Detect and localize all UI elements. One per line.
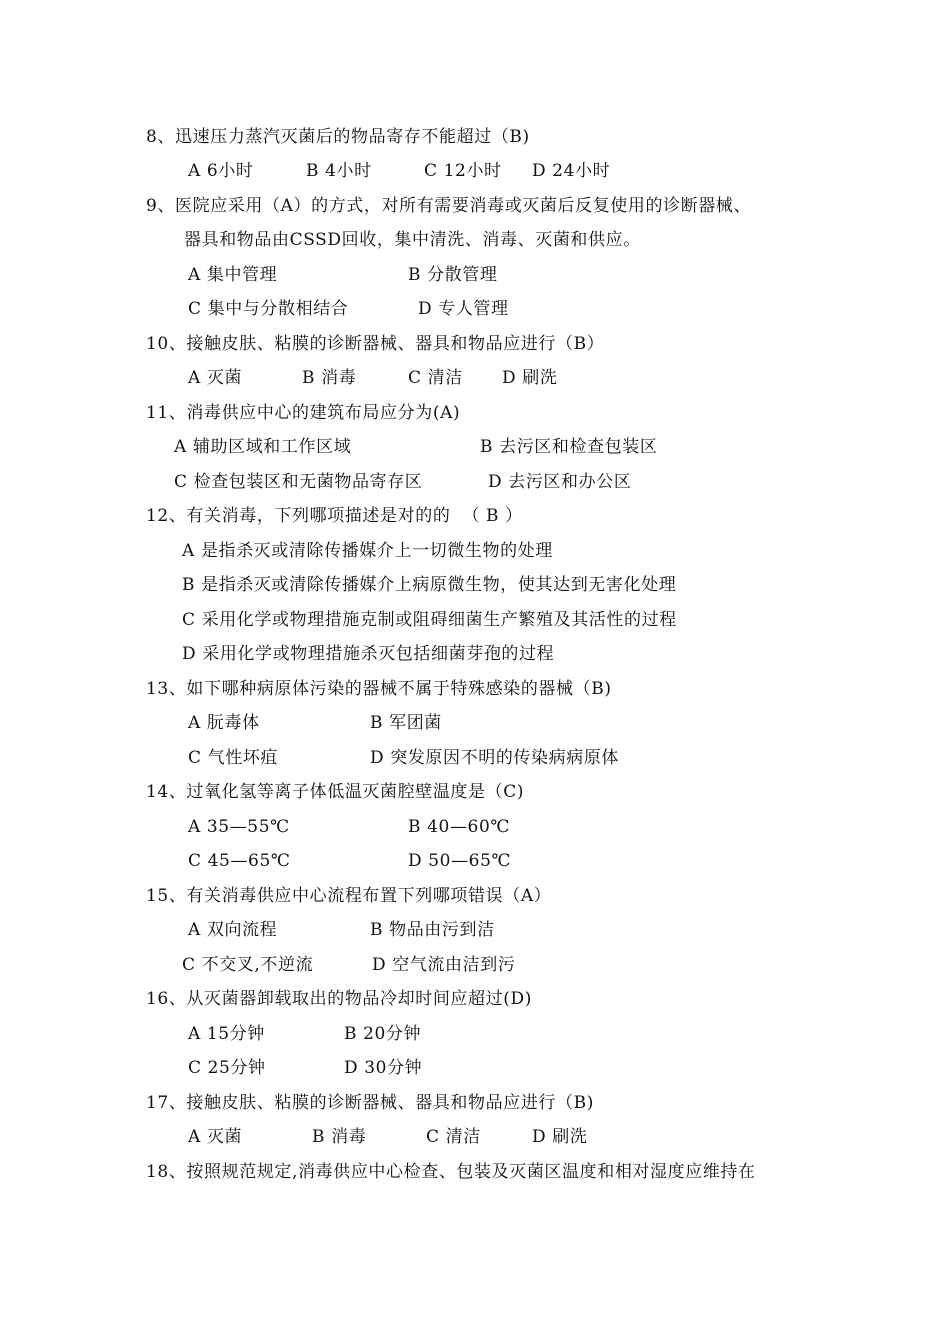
question-16-option-b: B 20分钟 xyxy=(344,1024,422,1044)
question-9-option-d: D 专人管理 xyxy=(418,299,509,319)
question-17-option-a: A 灭菌 xyxy=(188,1127,243,1147)
question-16-option-a: A 15分钟 xyxy=(188,1024,265,1044)
question-15-option-a: A 双向流程 xyxy=(188,920,278,940)
question-9-stem: 9、医院应采用（A）的方式，对所有需要消毒或灭菌后反复使用的诊断器械、 xyxy=(146,196,752,216)
question-15-option-d: D 空气流由洁到污 xyxy=(372,955,516,975)
question-17-stem: 17、接触皮肤、粘膜的诊断器械、器具和物品应进行（B) xyxy=(146,1093,594,1113)
question-11-option-c: C 检查包装区和无菌物品寄存区 xyxy=(174,472,423,492)
question-8-option-b: B 4小时 xyxy=(306,161,372,181)
question-12-option-a: A 是指杀灭或清除传播媒介上一切微生物的处理 xyxy=(182,541,553,561)
question-17-option-d: D 刷洗 xyxy=(532,1127,588,1147)
question-14-stem: 14、过氧化氢等离子体低温灭菌腔壁温度是（C) xyxy=(146,782,525,802)
question-17-option-c: C 清洁 xyxy=(426,1127,481,1147)
question-8-option-c: C 12小时 xyxy=(424,161,502,181)
question-15-stem: 15、有关消毒供应中心流程布置下列哪项错误（A） xyxy=(146,886,552,906)
question-16-stem: 16、从灭菌器卸载取出的物品冷却时间应超过(D) xyxy=(146,989,532,1009)
question-12-option-b: B 是指杀灭或清除传播媒介上病原微生物，使其达到无害化处理 xyxy=(182,575,677,595)
question-10-option-a: A 灭菌 xyxy=(188,368,243,388)
question-12-stem: 12、有关消毒，下列哪项描述是对的的 （ B ） xyxy=(146,506,523,526)
question-15-option-c: C 不交叉,不逆流 xyxy=(182,955,314,975)
question-12-option-c: C 采用化学或物理措施克制或阻碍细菌生产繁殖及其活性的过程 xyxy=(182,610,677,630)
question-14-option-c: C 45—65℃ xyxy=(188,851,291,871)
question-8-stem: 8、迅速压力蒸汽灭菌后的物品寄存不能超过（B) xyxy=(146,127,530,147)
question-14-option-d: D 50—65℃ xyxy=(408,851,512,871)
question-10-option-d: D 刷洗 xyxy=(502,368,558,388)
question-11-option-a: A 辅助区域和工作区域 xyxy=(174,437,352,457)
question-8-option-a: A 6小时 xyxy=(188,161,254,181)
question-8-option-d: D 24小时 xyxy=(532,161,611,181)
question-13-option-a: A 朊毒体 xyxy=(188,713,260,733)
question-11-option-b: B 去污区和检查包装区 xyxy=(480,437,658,457)
question-16-option-d: D 30分钟 xyxy=(344,1058,423,1078)
question-13-stem: 13、如下哪种病原体污染的器械不属于特殊感染的器械（B) xyxy=(146,679,612,699)
question-13-option-b: B 军团菌 xyxy=(370,713,442,733)
question-9-option-c: C 集中与分散相结合 xyxy=(188,299,349,319)
question-13-option-d: D 突发原因不明的传染病病原体 xyxy=(370,748,620,768)
question-16-option-c: C 25分钟 xyxy=(188,1058,266,1078)
question-14-option-b: B 40—60℃ xyxy=(408,817,510,837)
question-11-stem: 11、消毒供应中心的建筑布局应分为(A) xyxy=(146,403,461,423)
question-9-stem-continued: 器具和物品由CSSD回收，集中清洗、消毒、灭菌和供应。 xyxy=(184,230,641,250)
question-17-option-b: B 消毒 xyxy=(312,1127,367,1147)
question-14-option-a: A 35—55℃ xyxy=(188,817,290,837)
question-15-option-b: B 物品由污到洁 xyxy=(370,920,495,940)
question-12-option-d: D 采用化学或物理措施杀灭包括细菌芽孢的过程 xyxy=(182,644,555,664)
question-9-option-b: B 分散管理 xyxy=(408,265,498,285)
question-13-option-c: C 气性坏疽 xyxy=(188,748,279,768)
question-9-option-a: A 集中管理 xyxy=(188,265,278,285)
question-10-option-c: C 清洁 xyxy=(408,368,463,388)
question-18-stem: 18、按照规范规定,消毒供应中心检查、包装及灭菌区温度和相对湿度应维持在 xyxy=(146,1162,756,1182)
question-11-option-d: D 去污区和办公区 xyxy=(488,472,632,492)
question-10-option-b: B 消毒 xyxy=(302,368,357,388)
question-10-stem: 10、接触皮肤、粘膜的诊断器械、器具和物品应进行（B） xyxy=(146,334,605,354)
